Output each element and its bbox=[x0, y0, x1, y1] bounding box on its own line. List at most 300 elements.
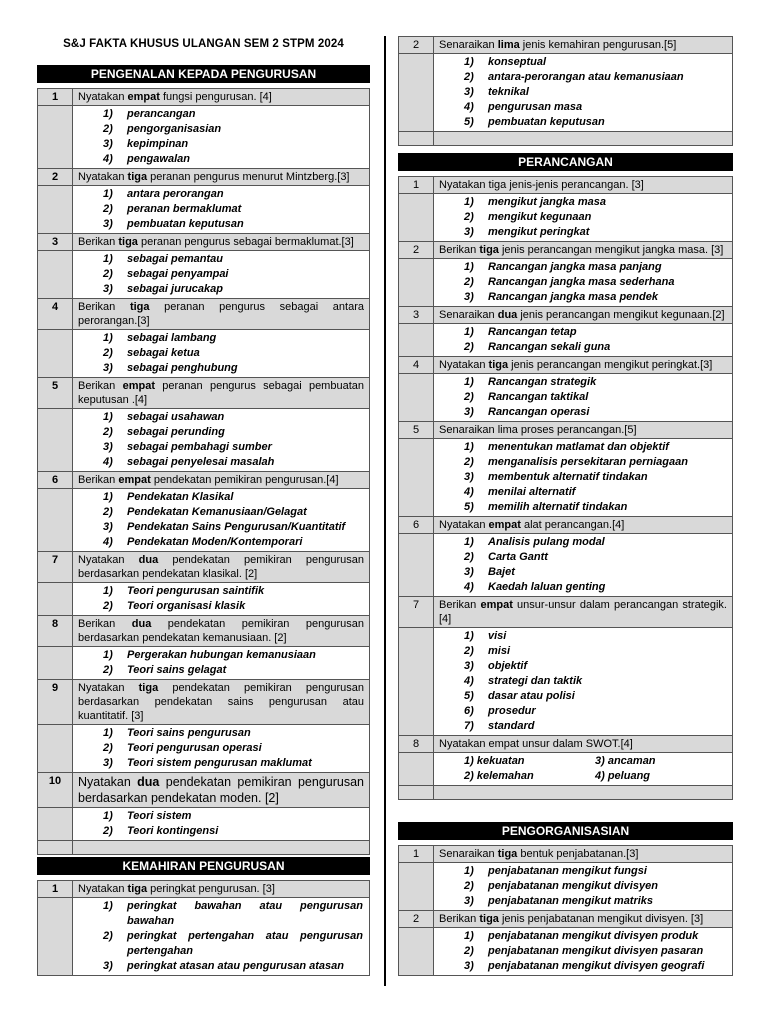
answer-item bbox=[103, 599, 363, 614]
question-row bbox=[399, 736, 733, 753]
question-row bbox=[38, 616, 370, 647]
answer-item bbox=[103, 410, 363, 425]
answer-item bbox=[103, 152, 363, 167]
question-number: 3 bbox=[38, 234, 73, 251]
question-number: 8 bbox=[399, 736, 434, 753]
answer-text: Pendekatan Kemanusiaan/Gelagat bbox=[127, 506, 307, 518]
answer-item bbox=[464, 485, 726, 500]
answer-index: 2) bbox=[464, 945, 474, 957]
answer-number-cell bbox=[38, 898, 73, 976]
question-text-bold: tiga bbox=[479, 244, 499, 256]
answer-item bbox=[464, 674, 726, 689]
answer-text: Teori sistem bbox=[127, 810, 192, 822]
question-text-bold: tiga bbox=[118, 236, 138, 248]
question-text-pre: Nyatakan tiga jenis-jenis perancangan. [3] bbox=[439, 179, 644, 191]
answer-index: 5) bbox=[464, 690, 474, 702]
answer-item bbox=[103, 959, 363, 974]
question-text-pre: Senaraikan bbox=[439, 39, 498, 51]
answer-item bbox=[464, 70, 726, 85]
question-row bbox=[38, 378, 370, 409]
question-text-bold: empat bbox=[480, 599, 513, 611]
answer-index: 3) bbox=[464, 960, 474, 972]
question-text-bold: dua bbox=[138, 554, 159, 566]
answer-row bbox=[38, 251, 370, 299]
answer-item bbox=[103, 455, 363, 470]
question-text-post: jenis penjabatanan mengikut divisyen. [3] bbox=[498, 913, 704, 925]
answer-list bbox=[434, 928, 732, 975]
answer-index: 1) bbox=[464, 865, 474, 877]
answer-cell bbox=[434, 928, 733, 976]
answer-text: penjabatanan mengikut divisyen pasaran bbox=[488, 945, 704, 957]
answer-cell bbox=[73, 647, 370, 680]
question-table bbox=[398, 36, 733, 146]
answer-cell bbox=[434, 439, 733, 517]
question-text-post: pendekatan pemikiran pengurusan berdasarkan pendekatan moden. [2] bbox=[78, 775, 364, 805]
answer-index: 2) bbox=[464, 456, 474, 468]
answer-index: 3) bbox=[464, 86, 474, 98]
question-text-post: jenis perancangan mengikut jangka masa. [3] bbox=[498, 244, 724, 256]
question-row bbox=[38, 472, 370, 489]
answer-item bbox=[464, 689, 726, 704]
question-text-pre: Nyatakan bbox=[78, 883, 128, 895]
question-text bbox=[73, 680, 370, 725]
answer-item bbox=[103, 899, 363, 929]
question-text-pre: Nyatakan bbox=[78, 554, 139, 566]
answer-index: 3) bbox=[103, 138, 113, 150]
answer-number-cell bbox=[399, 863, 434, 911]
answer-text: standard bbox=[488, 720, 535, 732]
answer-text: sebagai pembahagi sumber bbox=[127, 441, 272, 453]
answer-row bbox=[399, 628, 733, 736]
answer-text: Teori pengurusan saintifik bbox=[127, 585, 265, 597]
answer-item bbox=[103, 809, 363, 824]
answer-row bbox=[38, 489, 370, 552]
answer-text: teknikal bbox=[488, 86, 529, 98]
question-number: 3 bbox=[399, 307, 434, 324]
answer-index: 1) bbox=[464, 261, 474, 273]
answer-cell bbox=[434, 324, 733, 357]
answer-text: mengikut peringkat bbox=[488, 226, 590, 238]
question-row bbox=[38, 169, 370, 186]
question-text-pre: Senaraikan bbox=[439, 848, 498, 860]
answer-index: 3) bbox=[464, 895, 474, 907]
answer-text: Rancangan jangka masa panjang bbox=[488, 261, 662, 273]
answer-index: 2) bbox=[103, 506, 113, 518]
answer-item bbox=[103, 756, 363, 771]
section-heading: PENGORGANISASIAN bbox=[398, 822, 733, 840]
answer-index: 3) bbox=[103, 362, 113, 374]
question-text-bold: empat bbox=[122, 380, 155, 392]
answer-index: 1) bbox=[103, 585, 113, 597]
answer-list bbox=[434, 259, 732, 306]
answer-index: 2) bbox=[464, 211, 474, 223]
answer-item bbox=[464, 535, 726, 550]
answer-cell bbox=[73, 725, 370, 773]
answer-text: Pendekatan Sains Pengurusan/Kuantitatif bbox=[127, 521, 346, 533]
answer-index: 2) bbox=[464, 551, 474, 563]
answer-text: Analisis pulang modal bbox=[488, 536, 605, 548]
answer-cell bbox=[434, 753, 733, 786]
answer-text: penjabatanan mengikut divisyen geografi bbox=[488, 960, 705, 972]
answer-text: membentuk alternatif tindakan bbox=[488, 471, 648, 483]
answer-item bbox=[103, 267, 363, 282]
question-row bbox=[38, 234, 370, 251]
answer-text: pengorganisasian bbox=[127, 123, 222, 135]
answer-text: dasar atau polisi bbox=[488, 690, 575, 702]
answer-item bbox=[464, 340, 726, 355]
question-number: 9 bbox=[38, 680, 73, 725]
answer-text: pembuatan keputusan bbox=[127, 218, 244, 230]
question-text bbox=[434, 357, 733, 374]
answer-index: 1) bbox=[464, 930, 474, 942]
answer-item bbox=[464, 55, 726, 70]
blank-cell bbox=[399, 132, 434, 146]
question-number: 2 bbox=[399, 37, 434, 54]
question-text-pre: Berikan bbox=[439, 599, 481, 611]
answer-text: antara perorangan bbox=[127, 188, 224, 200]
question-text-bold: tiga bbox=[138, 682, 159, 694]
answer-number-cell bbox=[399, 54, 434, 132]
answer-text: peringkat bawahan atau pengurusan bawahan bbox=[127, 900, 363, 927]
answer-cell bbox=[73, 186, 370, 234]
answer-item bbox=[464, 85, 726, 100]
answer-index: 2) bbox=[103, 742, 113, 754]
answer-index: 4) bbox=[103, 536, 113, 548]
answer-item bbox=[464, 390, 726, 405]
question-number: 2 bbox=[38, 169, 73, 186]
answer-text: Rancangan taktikal bbox=[488, 391, 589, 403]
question-text-pre: Berikan bbox=[439, 913, 480, 925]
answer-item bbox=[103, 282, 363, 297]
answer-item bbox=[464, 325, 726, 340]
answer-list bbox=[73, 409, 369, 471]
answer-index: 4) bbox=[103, 153, 113, 165]
answer-item bbox=[464, 959, 726, 974]
answer-text: mengikut jangka masa bbox=[488, 196, 606, 208]
answer-index: 5) bbox=[464, 116, 474, 128]
answer-item bbox=[464, 195, 726, 210]
question-text bbox=[73, 378, 370, 409]
question-text-bold: tiga bbox=[127, 883, 148, 895]
question-text bbox=[434, 37, 733, 54]
question-text bbox=[73, 472, 370, 489]
section-perancangan bbox=[398, 153, 733, 800]
answer-item bbox=[103, 252, 363, 267]
question-text-post: pendekatan pemikiran pengurusan berdasarkan pendekatan kemanusiaan. [2] bbox=[78, 618, 364, 644]
question-text-pre: Senaraikan lima proses perancangan.[5] bbox=[439, 424, 637, 436]
answer-item bbox=[103, 505, 363, 520]
question-text-pre: Nyatakan bbox=[78, 91, 128, 103]
answer-index: 3) bbox=[103, 521, 113, 533]
answer-text: kepimpinan bbox=[127, 138, 189, 150]
question-number: 4 bbox=[38, 299, 73, 330]
answer-item bbox=[464, 704, 726, 719]
answer-index: 1) bbox=[464, 536, 474, 548]
answer-text: misi bbox=[488, 645, 511, 657]
question-text-post: alat perancangan.[4] bbox=[520, 519, 625, 531]
question-text-bold: lima bbox=[497, 39, 520, 51]
answer-index: 4) bbox=[464, 486, 474, 498]
answer-cell bbox=[73, 489, 370, 552]
answer-item bbox=[103, 648, 363, 663]
answer-number-cell bbox=[399, 374, 434, 422]
answer-cell bbox=[73, 583, 370, 616]
answer-item bbox=[464, 894, 726, 909]
answer-text: peringkat pertengahan atau pengurusan pertengahan bbox=[127, 930, 363, 957]
answer-text: pembuatan keputusan bbox=[488, 116, 605, 128]
answer-item bbox=[464, 455, 726, 470]
question-row bbox=[399, 37, 733, 54]
answer-index: 3) bbox=[464, 566, 474, 578]
answer-index: 4) bbox=[464, 581, 474, 593]
answer-number-cell bbox=[38, 106, 73, 169]
question-text-bold: empat bbox=[488, 519, 521, 531]
answer-text: Rancangan jangka masa pendek bbox=[488, 291, 658, 303]
answer-index: 2) bbox=[464, 71, 474, 83]
answer-list bbox=[73, 898, 369, 975]
question-text-bold: dua bbox=[131, 618, 152, 630]
question-text-post: peranan pengurus sebagai bermaklumat.[3] bbox=[137, 236, 354, 248]
answer-item bbox=[464, 580, 726, 595]
answer-row bbox=[38, 583, 370, 616]
answer-item bbox=[103, 741, 363, 756]
answer-text: Teori sains pengurusan bbox=[127, 727, 251, 739]
question-text-post: bentuk penjabatanan.[3] bbox=[517, 848, 639, 860]
answer-index: 1) bbox=[464, 630, 474, 642]
answer-text: pengawalan bbox=[127, 153, 190, 165]
answer-cell bbox=[73, 330, 370, 378]
answer-item bbox=[464, 929, 726, 944]
answer-number-cell bbox=[399, 534, 434, 597]
question-text bbox=[73, 616, 370, 647]
question-row bbox=[399, 846, 733, 863]
question-text-post: peranan pengurus menurut Mintzberg.[3] bbox=[147, 171, 350, 183]
question-table bbox=[398, 176, 733, 800]
answer-index: 1) bbox=[103, 411, 113, 423]
answer-item bbox=[464, 225, 726, 240]
answer-text: Teori organisasi klasik bbox=[127, 600, 246, 612]
answer-cell bbox=[434, 259, 733, 307]
answer-item bbox=[464, 440, 726, 455]
answer-item bbox=[103, 425, 363, 440]
answer-item bbox=[103, 824, 363, 839]
question-row bbox=[399, 422, 733, 439]
answer-list bbox=[434, 54, 732, 131]
answer-number-cell bbox=[399, 753, 434, 786]
answer-list bbox=[434, 628, 732, 735]
answer-item bbox=[464, 500, 726, 515]
answer-text: Teori pengurusan operasi bbox=[127, 742, 262, 754]
answer-list bbox=[73, 251, 369, 298]
question-text bbox=[73, 299, 370, 330]
answer-row bbox=[399, 534, 733, 597]
answer-index: 2) bbox=[103, 347, 113, 359]
answer-list bbox=[73, 330, 369, 377]
answer-index: 1) bbox=[464, 376, 474, 388]
answer-index: 3) bbox=[464, 406, 474, 418]
question-text-post: pendekatan pemikiran pengurusan.[4] bbox=[150, 474, 339, 486]
question-number: 5 bbox=[399, 422, 434, 439]
answer-index: 2) bbox=[103, 203, 113, 215]
question-text-post: jenis perancangan mengikut kegunaan.[2] bbox=[517, 309, 725, 321]
question-text-post: jenis kemahiran pengurusan.[5] bbox=[519, 39, 677, 51]
answer-index: 2) bbox=[103, 426, 113, 438]
question-text bbox=[73, 552, 370, 583]
answer-index: 3) bbox=[103, 441, 113, 453]
question-text-pre: Berikan bbox=[78, 301, 130, 313]
question-row bbox=[38, 299, 370, 330]
answer-text: Bajet bbox=[488, 566, 515, 578]
answer-index: 2) bbox=[103, 825, 113, 837]
answer-index: 2) bbox=[464, 645, 474, 657]
blank-cell bbox=[434, 132, 733, 146]
answer-index: 2) bbox=[103, 930, 113, 942]
answer-index: 3) bbox=[464, 291, 474, 303]
answer-number-cell bbox=[38, 583, 73, 616]
answer-item bbox=[464, 944, 726, 959]
answer-text: Pergerakan hubungan kemanusiaan bbox=[127, 649, 316, 661]
answer-list bbox=[73, 489, 369, 551]
answer-number-cell bbox=[399, 324, 434, 357]
blank-cell bbox=[38, 841, 73, 855]
section-heading: PENGENALAN KEPADA PENGURUSAN bbox=[37, 65, 370, 83]
answer-item bbox=[464, 260, 726, 275]
answer-index: 1) bbox=[464, 56, 474, 68]
answer-cell bbox=[73, 409, 370, 472]
question-text-bold: empat bbox=[127, 91, 160, 103]
question-row bbox=[38, 881, 370, 898]
question-text bbox=[434, 177, 733, 194]
question-text-bold: tiga bbox=[488, 359, 509, 371]
answer-index: 1) bbox=[464, 441, 474, 453]
answer-index: 1) bbox=[103, 108, 113, 120]
answer-text: sebagai jurucakap bbox=[127, 283, 223, 295]
question-text-pre: Nyatakan bbox=[439, 519, 489, 531]
answer-index: 3) bbox=[103, 283, 113, 295]
answer-index: 1) bbox=[103, 900, 113, 912]
answer-text: penjabatanan mengikut matriks bbox=[488, 895, 654, 907]
answer-cell bbox=[73, 898, 370, 976]
question-text bbox=[434, 307, 733, 324]
answer-index: 4) bbox=[103, 456, 113, 468]
answer-item bbox=[464, 565, 726, 580]
question-text-pre: Berikan bbox=[78, 236, 119, 248]
answer-text: peranan bermaklumat bbox=[127, 203, 242, 215]
answer-index: 3) bbox=[464, 471, 474, 483]
answer-item bbox=[103, 726, 363, 741]
answer-number-cell bbox=[38, 725, 73, 773]
answer-row bbox=[399, 54, 733, 132]
question-text-pre: Berikan bbox=[78, 474, 119, 486]
answer-row bbox=[399, 259, 733, 307]
answer-row bbox=[38, 330, 370, 378]
answer-row bbox=[38, 186, 370, 234]
section-kemahiran-continued bbox=[398, 36, 733, 146]
answer-number-cell bbox=[399, 928, 434, 976]
answer-index: 6) bbox=[464, 705, 474, 717]
answer-text: objektif bbox=[488, 660, 528, 672]
answer-item: 4) peluang bbox=[595, 770, 651, 782]
answer-item bbox=[103, 346, 363, 361]
answer-index: 1) bbox=[103, 253, 113, 265]
answer-list bbox=[73, 186, 369, 233]
question-number: 1 bbox=[38, 881, 73, 898]
answer-text: prosedur bbox=[488, 705, 536, 717]
column-divider bbox=[384, 36, 386, 986]
answer-cell bbox=[434, 534, 733, 597]
answer-text: sebagai usahawan bbox=[127, 411, 225, 423]
answer-item bbox=[464, 550, 726, 565]
answer-index: 3) bbox=[464, 226, 474, 238]
question-text-bold: dua bbox=[497, 309, 518, 321]
answer-index: 2) bbox=[103, 123, 113, 135]
question-row bbox=[399, 307, 733, 324]
answer-number-cell bbox=[38, 251, 73, 299]
answer-cell bbox=[434, 54, 733, 132]
answer-index: 1) bbox=[464, 326, 474, 338]
answer-item bbox=[103, 361, 363, 376]
answer-item bbox=[103, 520, 363, 535]
answer-list bbox=[434, 194, 732, 241]
answer-index: 2) bbox=[464, 341, 474, 353]
answer-number-cell bbox=[38, 808, 73, 841]
answer-row bbox=[399, 374, 733, 422]
answer-text: perancangan bbox=[127, 108, 196, 120]
answer-number-cell bbox=[38, 186, 73, 234]
answer-index: 3) bbox=[103, 960, 113, 972]
answer-list bbox=[73, 106, 369, 168]
question-text bbox=[434, 911, 733, 928]
question-text-pre: Nyatakan bbox=[78, 682, 139, 694]
answer-item bbox=[464, 210, 726, 225]
answer-number-cell bbox=[399, 194, 434, 242]
swot-list bbox=[434, 753, 732, 785]
question-text-post: pendekatan pemikiran pengurusan berdasarkan pendekatan klasikal. [2] bbox=[78, 554, 364, 580]
question-text-pre: Nyatakan bbox=[78, 171, 128, 183]
question-text bbox=[73, 169, 370, 186]
answer-index: 3) bbox=[103, 218, 113, 230]
answer-item: 3) ancaman bbox=[595, 755, 656, 767]
answer-item bbox=[464, 470, 726, 485]
answer-item bbox=[103, 202, 363, 217]
answer-text: peringkat atasan atau pengurusan atasan bbox=[127, 960, 345, 972]
answer-item bbox=[103, 440, 363, 455]
answer-item bbox=[464, 375, 726, 390]
question-number: 1 bbox=[38, 89, 73, 106]
question-text bbox=[73, 881, 370, 898]
question-row bbox=[399, 357, 733, 374]
answer-text: Teori sains gelagat bbox=[127, 664, 227, 676]
answer-item bbox=[103, 929, 363, 959]
question-text-bold: tiga bbox=[127, 171, 148, 183]
answer-number-cell bbox=[38, 647, 73, 680]
question-text-pre: Berikan bbox=[439, 244, 480, 256]
answer-index: 2) bbox=[103, 664, 113, 676]
question-row bbox=[38, 680, 370, 725]
answer-item bbox=[103, 122, 363, 137]
answer-item bbox=[103, 107, 363, 122]
answer-row bbox=[38, 106, 370, 169]
question-number: 2 bbox=[399, 242, 434, 259]
answer-number-cell bbox=[399, 628, 434, 736]
answer-text: konseptual bbox=[488, 56, 547, 68]
answer-row bbox=[399, 753, 733, 786]
answer-index: 2) bbox=[103, 600, 113, 612]
question-text-post: pendekatan pemikiran pengurusan berdasarkan pendekatan sains pengurusan atau kuantitatif. [3] bbox=[78, 682, 364, 722]
answer-item bbox=[464, 644, 726, 659]
section-heading: PERANCANGAN bbox=[398, 153, 733, 171]
blank-row bbox=[38, 841, 370, 855]
